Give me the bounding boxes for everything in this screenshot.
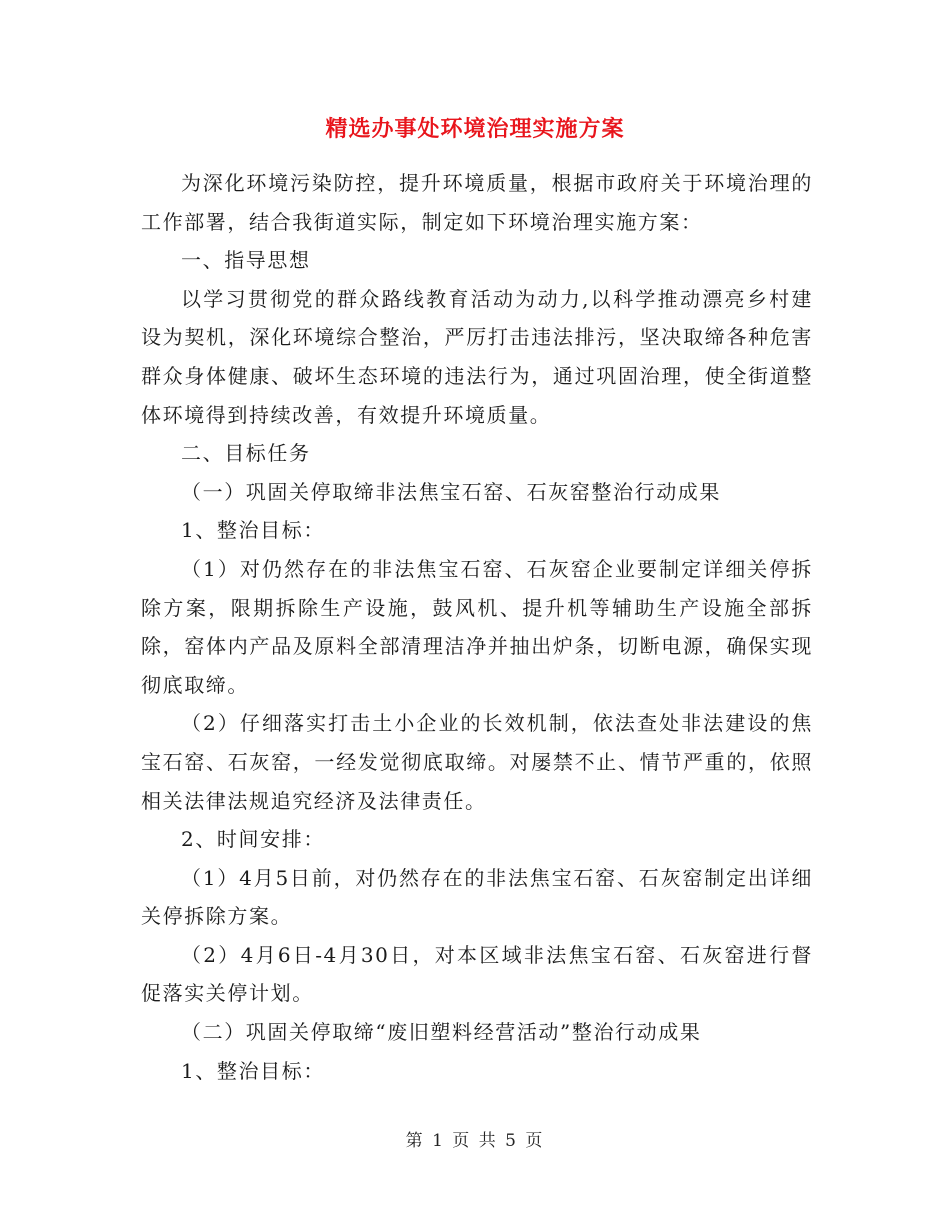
section-heading-guiding-ideology: 一、指导思想 <box>181 248 311 273</box>
guiding-ideology-paragraph: 以学习贯彻党的群众路线教育活动为动力,以科学推动漂亮乡村建设为契机，深化环境综合整治，严厉打击违法排污，坚决取缔各种危害群众身体健康、破坏生态环境的违法行为，通过巩固治理，使全街道整体环境得到持续改善，有效提升环境质量。 <box>141 286 813 427</box>
page-footer: 第 1 页 共 5 页 <box>405 1131 545 1151</box>
goal-item-2-paragraph: （2）仔细落实打击土小企业的长效机制，依法查处非法建设的焦宝石窑、石灰窑，一经发觉彻底取缔。对屡禁不止、情节严重的，依照相关法律法规追究经济及法律责任。 <box>141 711 813 813</box>
subsection-heading-plastics: （二）巩固关停取缔“废旧塑料经营活动”整治行动成果 <box>181 1020 702 1045</box>
item-heading-rectification-goal-2: 1、整治目标： <box>181 1058 325 1083</box>
schedule-item-2-paragraph: （2）4月6日-4月30日，对本区域非法焦宝石窑、石灰窑进行督促落实关停计划。 <box>141 942 813 1006</box>
goal-item-1-paragraph: （1）对仍然存在的非法焦宝石窑、石灰窑企业要制定详细关停拆除方案，限期拆除生产设施，鼓风机、提升机等辅助生产设施全部拆除，窑体内产品及原料全部清理洁净并抽出炉条，切断电源，确保实现彻底取缔。 <box>141 556 813 697</box>
intro-paragraph: 为深化环境污染防控，提升环境质量，根据市政府关于环境治理的工作部署，结合我街道实际，制定如下环境治理实施方案： <box>141 171 813 234</box>
schedule-item-1-paragraph: （1）4月5日前，对仍然存在的非法焦宝石窑、石灰窑制定出详细关停拆除方案。 <box>141 865 813 929</box>
subsection-heading-kilns: （一）巩固关停取缔非法焦宝石窑、石灰窑整治行动成果 <box>181 479 721 504</box>
item-heading-rectification-goal: 1、整治目标： <box>181 518 325 543</box>
item-heading-schedule: 2、时间安排： <box>181 827 325 852</box>
section-heading-goals-tasks: 二、目标任务 <box>181 441 311 466</box>
document-body <box>141 164 813 1090</box>
document-title: 精选办事处环境治理实施方案 <box>325 116 625 142</box>
